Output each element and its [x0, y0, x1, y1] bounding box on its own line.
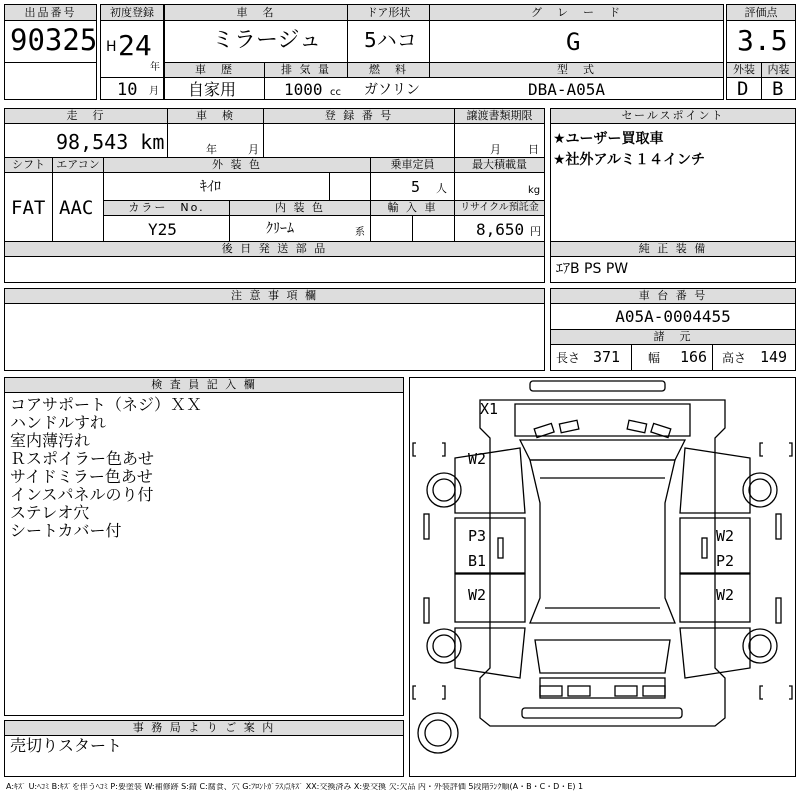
score-header: 評価点 — [726, 4, 796, 21]
capacity-header: 乗車定員 — [370, 157, 455, 173]
history: 自家用 — [188, 80, 237, 99]
sales-point-1: ★ユーザー買取車 — [553, 131, 664, 147]
office-notice: 売切りスタート — [10, 736, 123, 755]
inspector-note: インスパネルのり付 — [10, 485, 154, 504]
transfer-day: 日 — [528, 143, 539, 156]
inspector-notes-header: 検 査 員 記 入 欄 — [4, 377, 404, 393]
displacement-header: 排 気 量 — [264, 62, 348, 78]
mark-left-rear: W2 — [468, 586, 487, 604]
year-unit: 年 — [150, 62, 160, 73]
aircon-header: エアコン — [52, 157, 104, 173]
max-load-header: 最大積載量 — [454, 157, 545, 173]
inspector-note: コアサポート（ネジ）ＸＸ — [10, 395, 203, 414]
inspection-year: 年 — [206, 143, 217, 156]
inspector-note: 室内薄汚れ — [10, 431, 91, 450]
recycle-deposit-header: リサイクル預託金 — [454, 200, 545, 216]
mark-right-door-2: P2 — [716, 552, 735, 570]
model-code-header: 型 式 — [429, 62, 724, 78]
interior-score: B — [772, 78, 784, 100]
fuel: ガソリン — [364, 82, 420, 98]
registration-month: 10 — [117, 80, 138, 100]
month-unit: 月 — [149, 86, 159, 97]
mileage-header: 走 行 — [4, 108, 168, 124]
legend: A:ｷｽﾞ U:ﾍｺﾐ B:ｷｽﾞを伴うﾍｺﾐ P:要塗装 W:補修跡 S:錆 C:腐食、穴 G:ﾌﾛﾝﾄｶﾞﾗｽ点ｷｽﾞ XX:交換済み X:要交換 欠:欠品 内・外装評価 5段階ﾗﾝｸ順(A・B・C・D・E) 1 — [6, 783, 584, 791]
interior-color: ｸﾘｰﾑ — [266, 221, 294, 237]
inspector-notes-list — [10, 396, 202, 540]
displacement: 1000 — [284, 80, 323, 99]
inspector-note: サイドミラー色あせ — [10, 467, 153, 486]
era-prefix: H — [106, 39, 117, 55]
interior-score-header: 内装 — [761, 62, 796, 78]
recycle-deposit: 8,650 — [476, 220, 525, 239]
fuel-header: 燃 料 — [347, 62, 430, 78]
shift-header: シフト — [4, 157, 53, 173]
car-damage-diagram — [410, 378, 795, 776]
shift: FAT — [11, 197, 46, 219]
chassis-number: A05A-0004455 — [615, 307, 731, 326]
chassis-number-header: 車 台 番 号 — [550, 288, 796, 304]
inspector-note: シートカバー付 — [10, 521, 122, 540]
office-notice-header: 事 務 局 よ り ご 案 内 — [4, 720, 404, 736]
exterior-score: D — [737, 78, 749, 100]
inspection-header: 車 検 — [167, 108, 264, 124]
notes-header: 注 意 事 項 欄 — [4, 288, 545, 304]
inspection-month: 月 — [248, 143, 259, 156]
lot-number-header: 出品番号 — [4, 4, 97, 21]
sales-point-2: ★社外アルミ１４インチ — [553, 152, 705, 168]
transfer-deadline-header: 譲渡書類期限 — [454, 108, 545, 124]
registration-number-header: 登 録 番 号 — [263, 108, 455, 124]
sales-points-header: セールスポイント — [550, 108, 796, 124]
mark-left-door-1: P3 — [468, 527, 487, 545]
lot-number: 90325 — [10, 23, 98, 57]
score: 3.5 — [737, 24, 788, 57]
door-type-header: ドア形状 — [347, 4, 430, 21]
genuine-equipment-header: 純 正 装 備 — [550, 241, 796, 257]
color-no: Y25 — [148, 220, 177, 239]
specs-header: 諸 元 — [550, 329, 796, 345]
color-no-header: カラー No. — [103, 200, 230, 216]
mark-right-front-door: W2 — [716, 527, 735, 545]
spec-width-label: 幅 — [648, 351, 661, 365]
import-header: 輸 入 車 — [370, 200, 455, 216]
exterior-color-header: 外 装 色 — [103, 157, 371, 173]
registration-year: 24 — [118, 29, 152, 62]
genuine-equipment: ｴｱB PS PW — [556, 261, 629, 277]
inspector-note: ステレオ穴 — [10, 503, 90, 522]
aircon: AAC — [59, 197, 94, 219]
car-name: ミラージュ — [212, 28, 322, 53]
transfer-month: 月 — [490, 143, 501, 156]
model-code: DBA-A05A — [528, 80, 606, 99]
capacity: 5 — [411, 178, 421, 196]
spec-height: 149 — [760, 348, 788, 366]
spec-length: 371 — [593, 348, 621, 366]
inspector-note: ハンドルすれ — [10, 413, 107, 432]
spec-width: 166 — [680, 348, 708, 366]
mark-left-front: W2 — [468, 450, 487, 468]
interior-color-suffix: 系 — [355, 227, 365, 238]
grade: G — [566, 28, 581, 56]
max-load-unit: kg — [528, 185, 541, 196]
interior-color-header: 内 装 色 — [229, 200, 371, 216]
mark-front: X1 — [480, 400, 499, 418]
sales-points-box — [550, 108, 796, 242]
mark-left-door-2: B1 — [468, 552, 487, 570]
car-name-header: 車 名 — [164, 4, 348, 21]
first-registration-header: 初度登録 — [100, 4, 164, 21]
grade-header: グ レ ー ド — [429, 4, 724, 21]
spec-length-label: 長さ — [556, 351, 581, 365]
mark-right-rear: W2 — [716, 586, 735, 604]
history-header: 車 歴 — [164, 62, 265, 78]
mileage: 98,543 km — [56, 130, 165, 154]
later-parts-header: 後 日 発 送 部 品 — [4, 241, 545, 257]
displacement-unit: cc — [330, 87, 341, 98]
spec-height-label: 高さ — [722, 351, 747, 365]
exterior-score-header: 外装 — [726, 62, 762, 78]
exterior-color: ｷｲﾛ — [200, 179, 221, 195]
capacity-unit: 人 — [436, 182, 447, 195]
door-type: 5ハコ — [364, 28, 417, 52]
recycle-deposit-unit: 円 — [530, 225, 541, 238]
inspector-note: Ｒスポイラー色あせ — [10, 449, 155, 468]
